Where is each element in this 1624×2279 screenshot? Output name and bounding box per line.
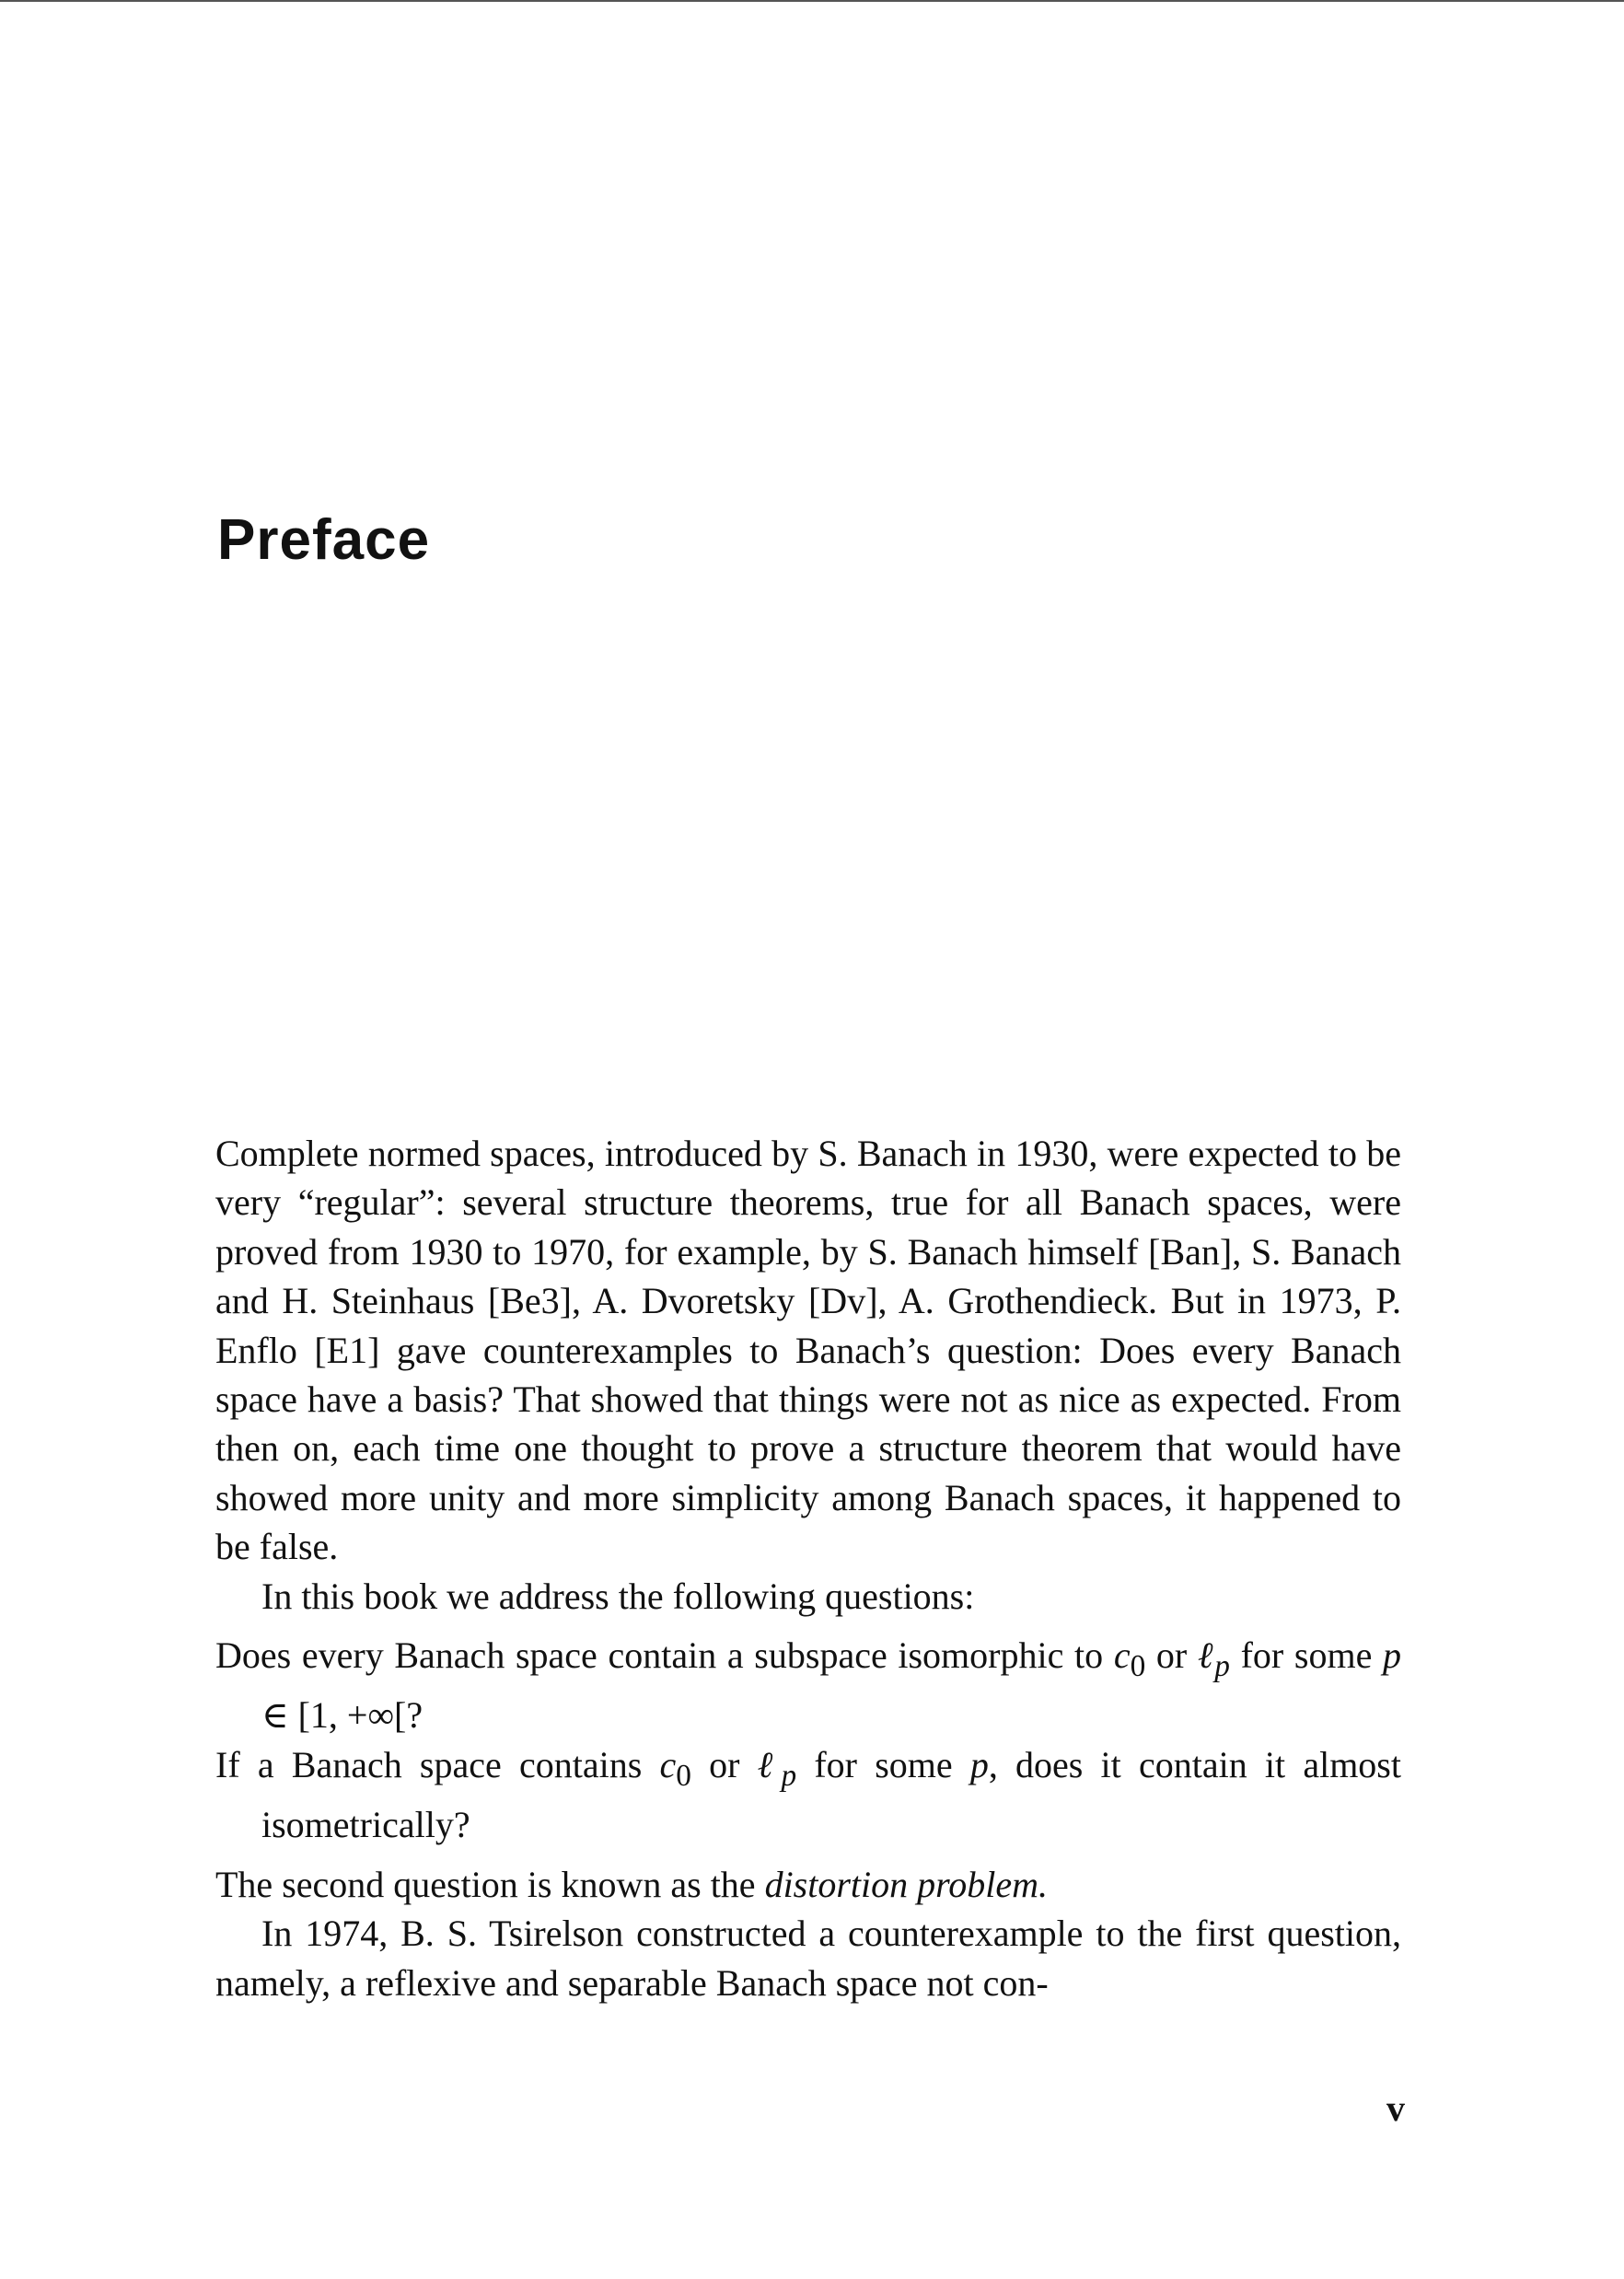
distortion-problem-term: distortion problem.	[764, 1863, 1048, 1905]
question-list	[215, 1631, 1401, 1850]
paragraph-intro: Complete normed spaces, introduced by S. Banach in 1930, were expected to be very “regular”: several structure theorems, true for all Banach spaces, were proved from 1930 to 1970, for example, by S. Banach himself [Ban], S. Banach and H. Steinhaus [Be3], A. Dvoretsky [Dv], A. Grothendieck. But in 1973, P. Enflo [E1] gave counterexamples to Banach’s question: Does every Banach space have a basis? That showed that things were not as nice as expected. From then on, each time one thought to prove a structure theorem that would have showed more unity and more simplicity among Banach spaces, it happened to be false.	[215, 1133, 1401, 1568]
question-item-2: If a Banach space contains $c_0$ or ℓ$_p$ for some p, does it contain it almost isometrically?	[215, 1743, 1401, 1846]
question-item-1: Does every Banach space contain a subspace isomorphic to $c_0$ or ℓ$_p$ for some p ∈ [1, +∞[?	[215, 1634, 1402, 1737]
paragraph-distortion: The second question is known as the distortion problem.	[215, 1863, 1048, 1905]
top-border-rule	[0, 0, 1624, 2]
paragraph-questions-lead: In this book we address the following questions:	[261, 1575, 975, 1617]
paragraph-tsirelson: In 1974, B. S. Tsirelson constructed a counterexample to the first question, namely, a reflexive and separable Banach space not con-	[215, 1913, 1401, 2004]
page-title: Preface	[217, 508, 431, 572]
preface-body	[215, 1129, 1401, 2007]
page-number: v	[1386, 2087, 1405, 2129]
